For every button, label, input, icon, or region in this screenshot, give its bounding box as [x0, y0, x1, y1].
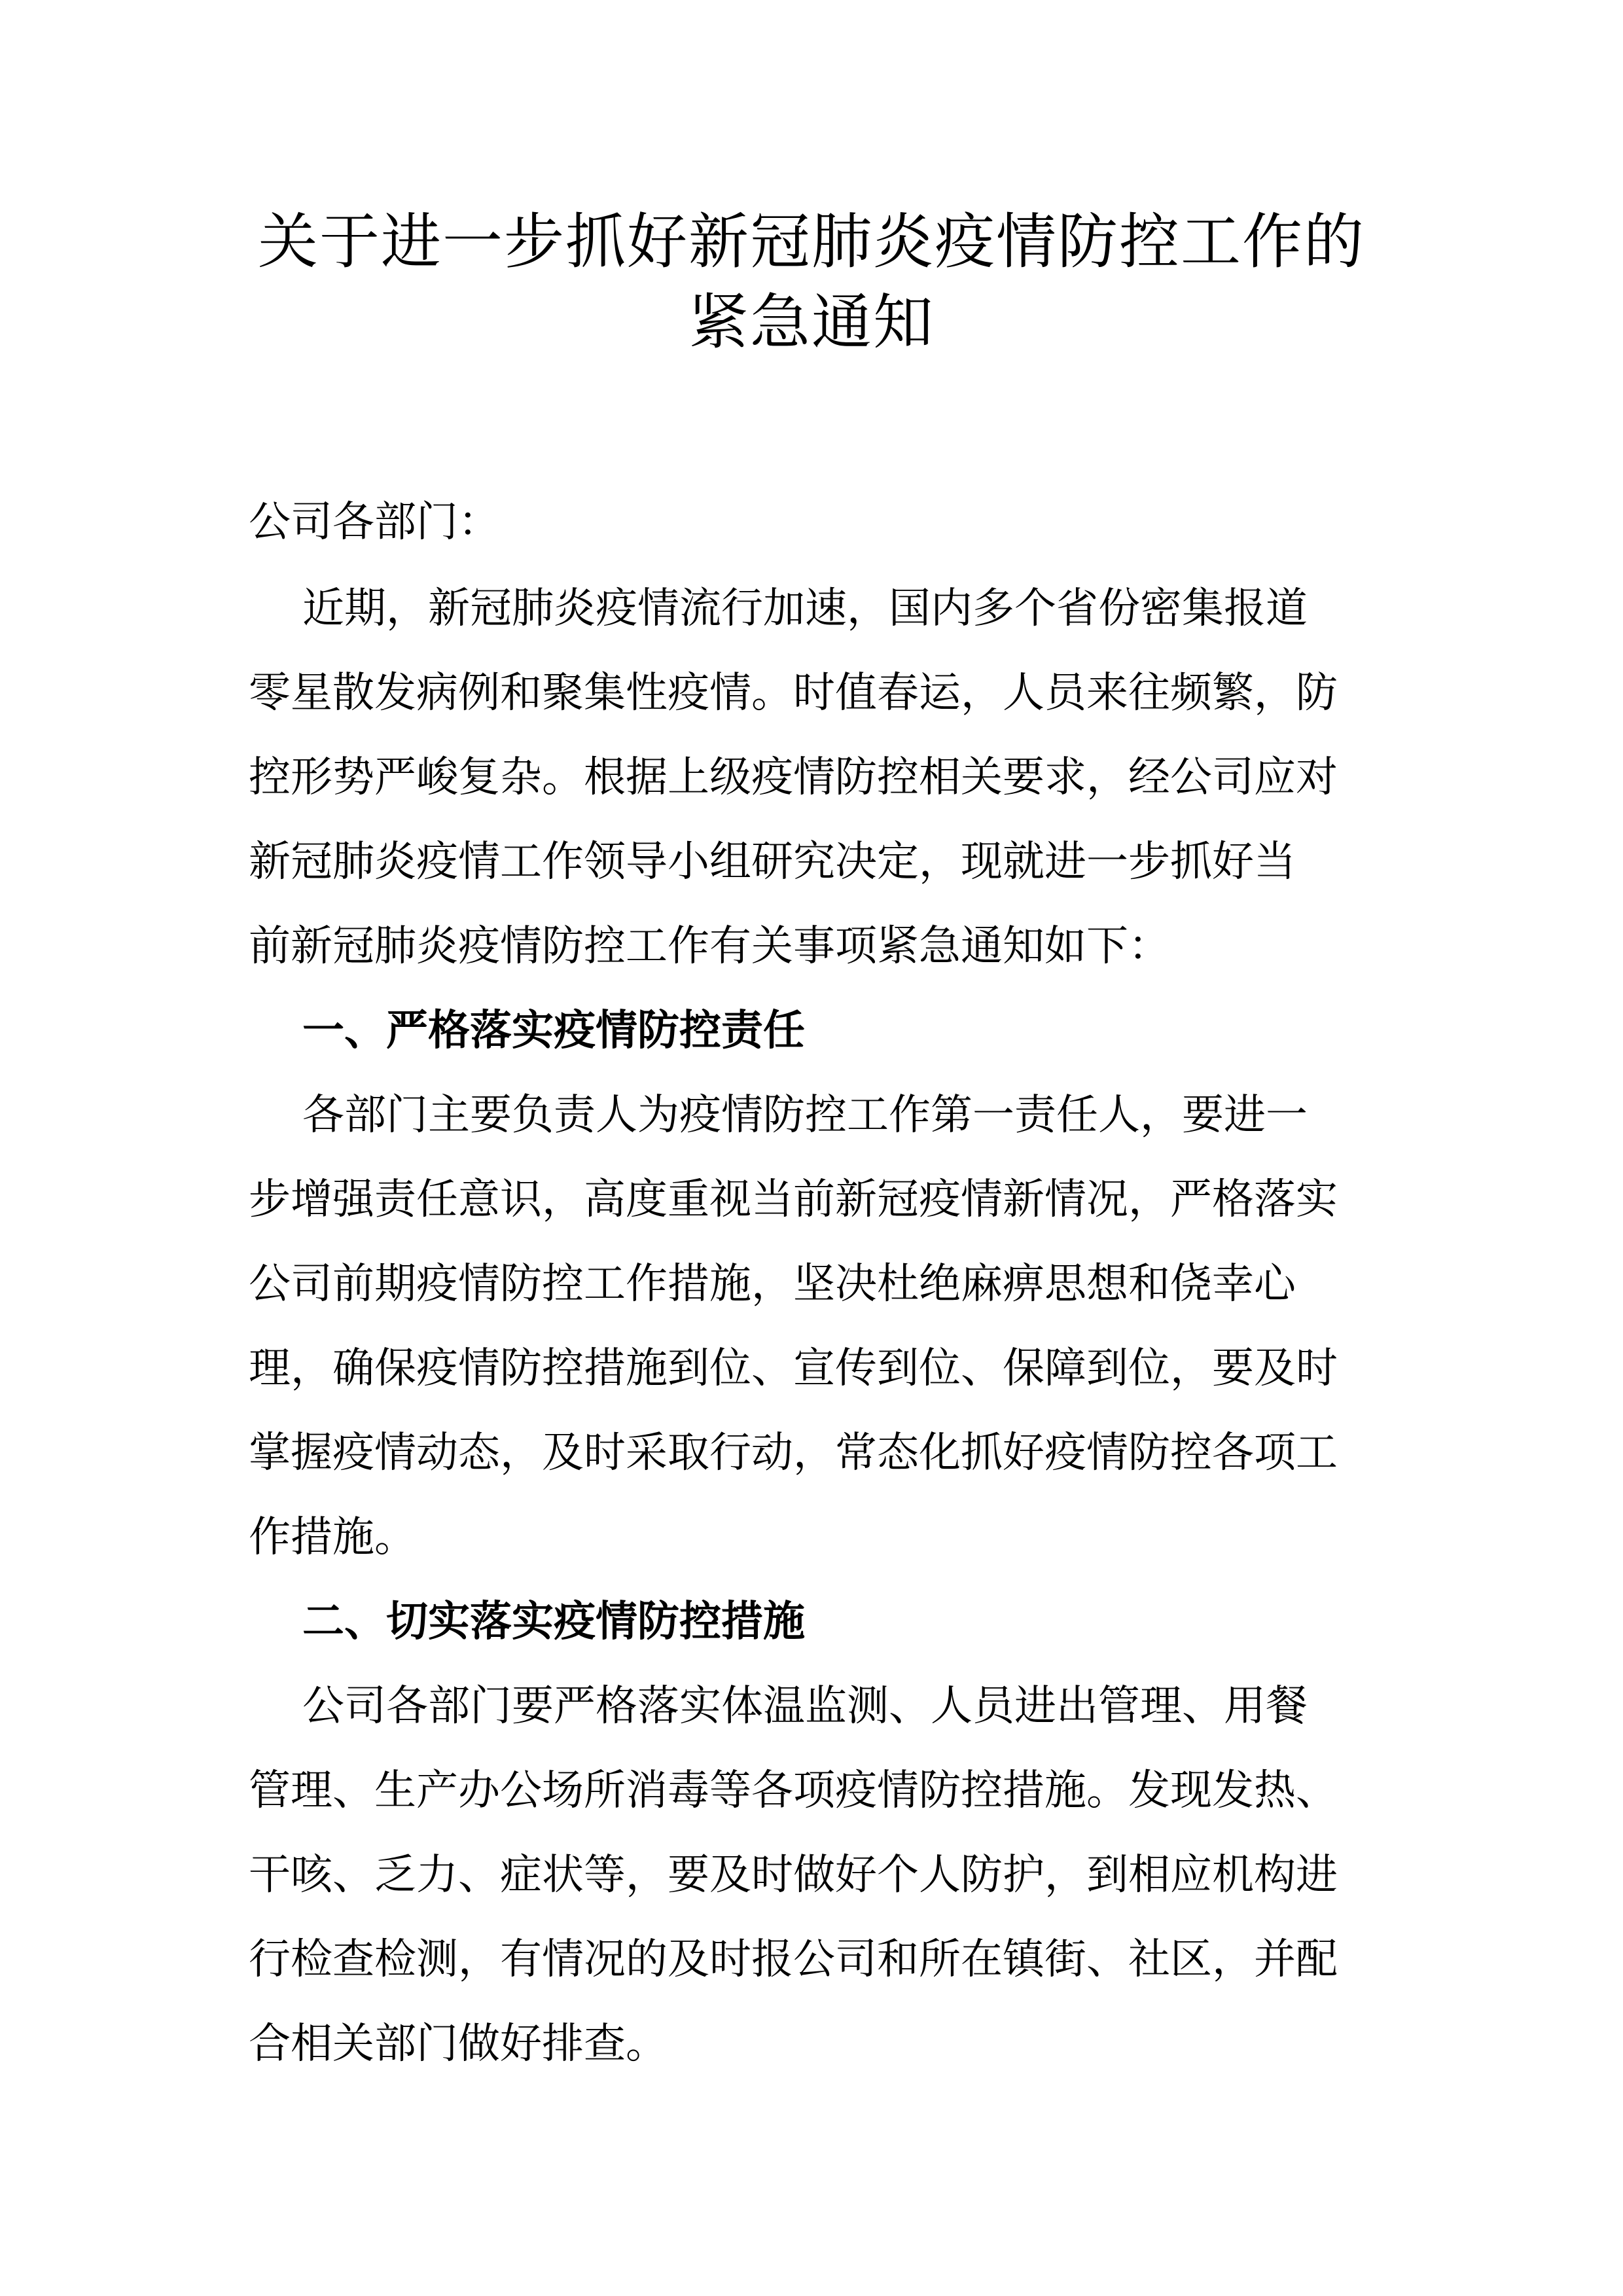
document-title-line-1: 关于进一步抓好新冠肺炎疫情防控工作的 — [257, 207, 1365, 277]
paragraph-1-line: 前新冠肺炎疫情防控工作有关事项紧急通知如下： — [249, 922, 1170, 971]
section-2-line: 行检查检测，有情况的及时报公司和所在镇街、社区，并配 — [249, 1935, 1338, 1984]
section-1-line: 各部门主要负责人为疫情防控工作第一责任人，要进一 — [302, 1091, 1308, 1139]
paragraph-1-line: 控形势严峻复杂。根据上级疫情防控相关要求，经公司应对 — [249, 753, 1338, 802]
section-2-line: 公司各部门要严格落实体温监测、人员进出管理、用餐 — [302, 1682, 1308, 1731]
section-1-line: 公司前期疫情防控工作措施，坚决杜绝麻痹思想和侥幸心 — [249, 1260, 1296, 1308]
paragraph-1-line: 零星散发病例和聚集性疫情。时值春运，人员来往频繁，防 — [249, 669, 1338, 717]
salutation: 公司各部门： — [249, 498, 500, 547]
section-1-line: 掌握疫情动态，及时采取行动，常态化抓好疫情防控各项工 — [249, 1429, 1338, 1477]
section-1-line: 步增强责任意识，高度重视当前新冠疫情新情况，严格落实 — [249, 1175, 1338, 1224]
section-2-heading: 二、切实落实疫情防控措施 — [302, 1597, 805, 1646]
section-1-heading: 一、严格落实疫情防控责任 — [302, 1006, 805, 1055]
section-2-line: 干咳、乏力、症状等，要及时做好个人防护，到相应机构进 — [249, 1851, 1338, 1899]
paragraph-1-line: 新冠肺炎疫情工作领导小组研究决定，现就进一步抓好当 — [249, 838, 1296, 886]
section-2-line: 管理、生产办公场所消毒等各项疫情防控措施。发现发热、 — [249, 1767, 1338, 1815]
paragraph-1-line: 近期，新冠肺炎疫情流行加速，国内多个省份密集报道 — [302, 584, 1308, 633]
section-1-line: 作措施。 — [249, 1513, 416, 1562]
section-1-line: 理，确保疫情防控措施到位、宣传到位、保障到位，要及时 — [249, 1344, 1338, 1393]
document-title-line-2: 紧急通知 — [688, 287, 935, 357]
section-2-line: 合相关部门做好排查。 — [249, 2020, 668, 2068]
